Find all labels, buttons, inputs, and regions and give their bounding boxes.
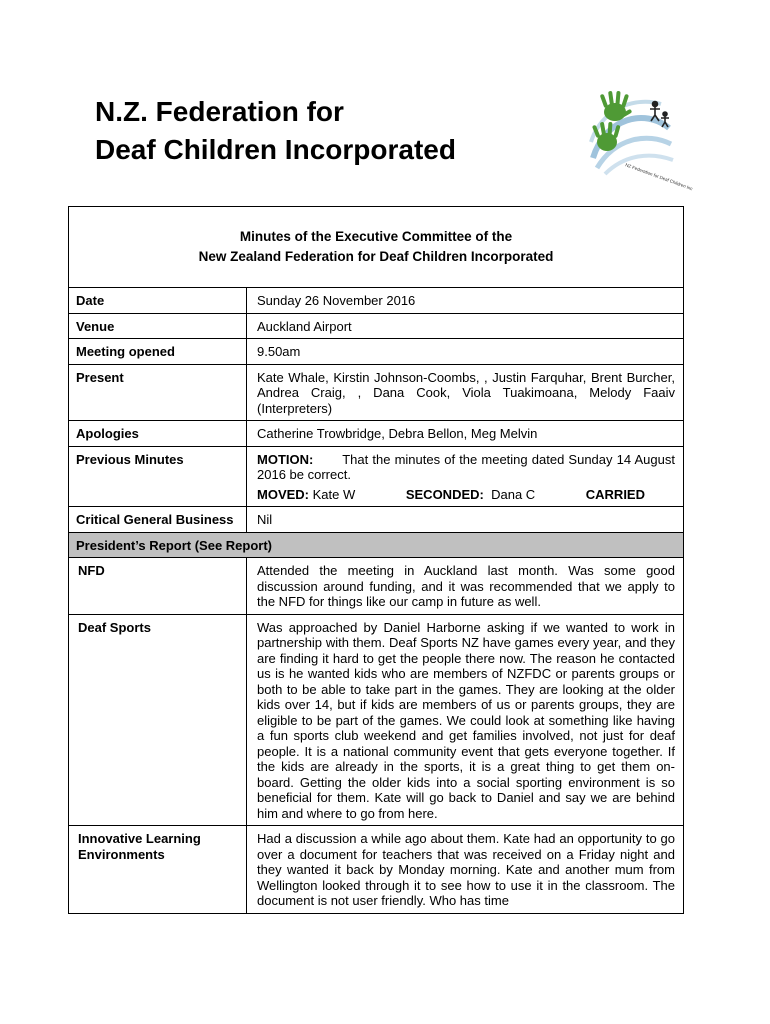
present-label: Present (69, 364, 247, 421)
presidents-report-heading: President’s Report (See Report) (69, 532, 684, 558)
organization-title-line1: N.Z. Federation for (95, 96, 344, 127)
organization-title-line2: Deaf Children Incorporated (95, 134, 456, 165)
row-nfd (69, 558, 684, 615)
minutes-header-line1: Minutes of the Executive Committee of the (239, 229, 513, 244)
motion-result (257, 487, 675, 503)
nfd-value: Attended the meeting in Auckland last month. Was some good discussion around funding, and it was recommended that we apply to the NFD for things like our camp in future as well. (257, 563, 675, 609)
innovative-learning-value: Had a discussion a while ago about them. Kate had an opportunity to go over a document for teachers that was received on a Friday night and they wanted it back by Monday morning. Kate and another mum from Wellington looked through it to see how to use it in the classroom. The document is not user friendly. Who has time (257, 831, 675, 908)
row-previous-minutes (69, 446, 684, 507)
federation-logo (585, 88, 694, 192)
deaf-sports-value: Was approached by Daniel Harborne asking if we wanted to work in partnership with them. Deaf Sports NZ have games every year, and they are finding it hard to get the people there now. The reason he contacted us is he wanted kids who are members of NZFDC or parents groups or both to be able to take part in the games. They are looking at the older kids over 14, but if kids are members of us or parents groups, they are eligible to be part of the games. We could look at something like having a fun sports club weekend and get families involved, not just for deaf people. It is a national community event that gets everyone together. If the kids are already in the sports, it is a great thing to get them on-board. Getting the older kids into a social sporting environment is so beneficial for them. Kate will go back to Daniel and say we are behind him and where to go from here. (257, 619, 675, 821)
logo-text: NZ Federation for Deaf Children Inc (624, 162, 694, 192)
critical-business-value: Nil (247, 507, 684, 533)
seconded-value: Dana C (491, 486, 536, 502)
organization-title (95, 93, 456, 169)
venue-label: Venue (69, 313, 247, 339)
row-date (69, 288, 684, 314)
motion-text: That the minutes of the meeting dated Sunday 14 August 2016 be correct. (257, 451, 675, 482)
apologies-value: Catherine Trowbridge, Debra Bellon, Meg Melvin (247, 421, 684, 447)
carried-label: CARRIED (585, 486, 645, 502)
seconded-label: SECONDED: (405, 486, 484, 502)
innovative-learning-label: Innovative Learning Environments (69, 826, 247, 914)
row-apologies (69, 421, 684, 447)
minutes-header (69, 207, 684, 288)
motion (257, 452, 675, 483)
apologies-label: Apologies (69, 421, 247, 447)
moved-value: Kate W (312, 486, 356, 502)
row-venue (69, 313, 684, 339)
date-value: Sunday 26 November 2016 (247, 288, 684, 314)
deaf-sports-label: Deaf Sports (69, 614, 247, 826)
venue-value: Auckland Airport (247, 313, 684, 339)
row-innovative-learning (69, 826, 684, 914)
motion-label: MOTION: (257, 451, 314, 467)
moved-label: MOVED: (257, 486, 309, 502)
date-label: Date (69, 288, 247, 314)
row-present (69, 364, 684, 421)
critical-business-label: Critical General Business (69, 507, 247, 533)
nfd-label: NFD (69, 558, 247, 615)
minutes-table (68, 206, 684, 914)
meeting-opened-label: Meeting opened (69, 339, 247, 365)
present-value: Kate Whale, Kirstin Johnson-Coombs, , Justin Farquhar, Brent Burcher, Andrea Craig, , Dana Cook, Viola Tuakimoana, Melody Faaiv (Interpreters) (257, 369, 675, 416)
row-meeting-opened (69, 339, 684, 365)
meeting-opened-value: 9.50am (247, 339, 684, 365)
row-deaf-sports (69, 614, 684, 826)
minutes-header-line2: New Zealand Federation for Deaf Children Incorporated (198, 249, 554, 264)
row-critical-business (69, 507, 684, 533)
previous-minutes-label: Previous Minutes (69, 446, 247, 507)
